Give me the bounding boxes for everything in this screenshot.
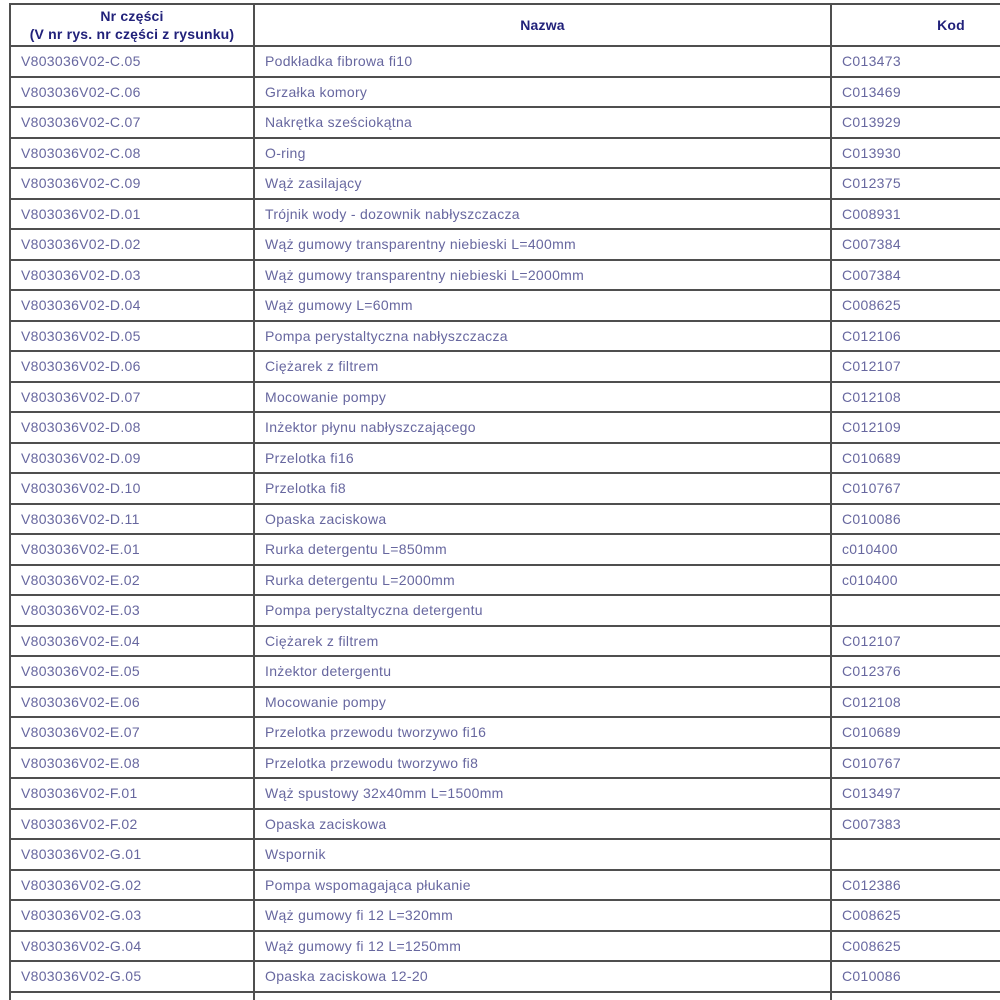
col-header-part-number bbox=[10, 4, 254, 46]
name-cell: Przelotka przewodu tworzywo fi8 bbox=[254, 748, 831, 779]
code-cell: C010689 bbox=[831, 443, 1000, 474]
table-row bbox=[10, 473, 1000, 504]
part-number-cell: V803036V02-D.08 bbox=[10, 412, 254, 443]
table-row bbox=[10, 626, 1000, 657]
name-cell: Ciężarek z filtrem bbox=[254, 351, 831, 382]
table-row bbox=[10, 778, 1000, 809]
part-number-cell: V803036V02-E.07 bbox=[10, 717, 254, 748]
table-row bbox=[10, 77, 1000, 108]
code-cell bbox=[831, 595, 1000, 626]
part-number-cell: V803036V02-G.03 bbox=[10, 900, 254, 931]
code-cell: C008625 bbox=[831, 290, 1000, 321]
table-row bbox=[10, 870, 1000, 901]
table-row bbox=[10, 321, 1000, 352]
name-cell: Wąż spustowy 32x40mm L=1500mm bbox=[254, 778, 831, 809]
part-number-cell: V803036V02-E.04 bbox=[10, 626, 254, 657]
name-cell: Przelotka fi16 bbox=[254, 443, 831, 474]
name-cell: Wąż gumowy L=60mm bbox=[254, 290, 831, 321]
name-cell: Rurka detergentu L=850mm bbox=[254, 534, 831, 565]
table-row bbox=[10, 351, 1000, 382]
part-number-cell: V803036V02-E.01 bbox=[10, 534, 254, 565]
name-cell: Wspornik bbox=[254, 839, 831, 870]
name-cell: Mocowanie pompy bbox=[254, 382, 831, 413]
name-cell: Grzałka komory bbox=[254, 77, 831, 108]
parts-table bbox=[9, 3, 1000, 1000]
code-cell: C007384 bbox=[831, 229, 1000, 260]
code-cell: C012376 bbox=[831, 656, 1000, 687]
part-number-cell: V803036V02-C.08 bbox=[10, 138, 254, 169]
code-cell bbox=[831, 839, 1000, 870]
code-cell: C008625 bbox=[831, 900, 1000, 931]
table-row bbox=[10, 107, 1000, 138]
code-cell bbox=[831, 992, 1000, 1000]
name-cell bbox=[254, 992, 831, 1000]
part-number-cell: V803036V02-G.02 bbox=[10, 870, 254, 901]
name-cell: Trójnik wody - dozownik nabłyszczacza bbox=[254, 199, 831, 230]
col-header-part-number-subtitle: (V nr rys. nr części z rysunku) bbox=[29, 26, 235, 42]
table-row bbox=[10, 748, 1000, 779]
part-number-cell: V803036V02-C.05 bbox=[10, 46, 254, 77]
name-cell: O-ring bbox=[254, 138, 831, 169]
code-cell: C008931 bbox=[831, 199, 1000, 230]
part-number-cell: V803036V02-G.01 bbox=[10, 839, 254, 870]
table-row bbox=[10, 595, 1000, 626]
code-cell: C010767 bbox=[831, 473, 1000, 504]
code-cell: C012109 bbox=[831, 412, 1000, 443]
table-row bbox=[10, 443, 1000, 474]
name-cell: Inżektor płynu nabłyszczającego bbox=[254, 412, 831, 443]
code-cell: C013497 bbox=[831, 778, 1000, 809]
table-header-row bbox=[10, 4, 1000, 46]
part-number-cell: V803036V02-E.03 bbox=[10, 595, 254, 626]
name-cell: Rurka detergentu L=2000mm bbox=[254, 565, 831, 596]
part-number-cell: V803036V02-D.02 bbox=[10, 229, 254, 260]
code-cell: C010086 bbox=[831, 504, 1000, 535]
code-cell: C012375 bbox=[831, 168, 1000, 199]
code-cell: C012106 bbox=[831, 321, 1000, 352]
code-cell: C012108 bbox=[831, 382, 1000, 413]
table-row bbox=[10, 504, 1000, 535]
part-number-cell: V803036V02-C.06 bbox=[10, 77, 254, 108]
code-cell: c010400 bbox=[831, 565, 1000, 596]
code-cell: C013473 bbox=[831, 46, 1000, 77]
part-number-cell: V803036V02-D.03 bbox=[10, 260, 254, 291]
code-cell: C010086 bbox=[831, 961, 1000, 992]
part-number-cell: V803036V02-G.04 bbox=[10, 931, 254, 962]
part-number-cell: V803036V02-D.07 bbox=[10, 382, 254, 413]
table-row bbox=[10, 900, 1000, 931]
name-cell: Opaska zaciskowa 12-20 bbox=[254, 961, 831, 992]
part-number-cell: V803036V02-D.10 bbox=[10, 473, 254, 504]
name-cell: Wąż zasilający bbox=[254, 168, 831, 199]
part-number-cell: V803036V02-D.04 bbox=[10, 290, 254, 321]
part-number-cell: V803036V02-E.06 bbox=[10, 687, 254, 718]
col-header-name: Nazwa bbox=[254, 4, 831, 46]
part-number-cell: V803036V02-C.09 bbox=[10, 168, 254, 199]
name-cell: Przelotka fi8 bbox=[254, 473, 831, 504]
code-cell: C012386 bbox=[831, 870, 1000, 901]
table-row bbox=[10, 717, 1000, 748]
name-cell: Przelotka przewodu tworzywo fi16 bbox=[254, 717, 831, 748]
table-row bbox=[10, 46, 1000, 77]
table-row bbox=[10, 168, 1000, 199]
part-number-cell: V803036V02-D.11 bbox=[10, 504, 254, 535]
table-row bbox=[10, 687, 1000, 718]
part-number-cell: V803036V02-D.01 bbox=[10, 199, 254, 230]
code-cell: C012107 bbox=[831, 626, 1000, 657]
table-row bbox=[10, 382, 1000, 413]
code-cell: C012107 bbox=[831, 351, 1000, 382]
table-row bbox=[10, 290, 1000, 321]
code-cell: C013930 bbox=[831, 138, 1000, 169]
code-cell: C007384 bbox=[831, 260, 1000, 291]
code-cell: C013469 bbox=[831, 77, 1000, 108]
name-cell: Mocowanie pompy bbox=[254, 687, 831, 718]
name-cell: Opaska zaciskowa bbox=[254, 504, 831, 535]
part-number-cell: V803036V02-G.05 bbox=[10, 961, 254, 992]
name-cell: Pompa perystaltyczna detergentu bbox=[254, 595, 831, 626]
code-cell: C010767 bbox=[831, 748, 1000, 779]
part-number-cell: V803036V02-C.07 bbox=[10, 107, 254, 138]
name-cell: Opaska zaciskowa bbox=[254, 809, 831, 840]
part-number-cell: V803036V02-E.02 bbox=[10, 565, 254, 596]
table-row bbox=[10, 809, 1000, 840]
table-row bbox=[10, 412, 1000, 443]
table-row bbox=[10, 992, 1000, 1000]
table-row bbox=[10, 961, 1000, 992]
part-number-cell: V803036V02-F.02 bbox=[10, 809, 254, 840]
name-cell: Podkładka fibrowa fi10 bbox=[254, 46, 831, 77]
code-cell: c010400 bbox=[831, 534, 1000, 565]
part-number-cell: V803036V02-D.05 bbox=[10, 321, 254, 352]
table-row bbox=[10, 260, 1000, 291]
code-cell: C012108 bbox=[831, 687, 1000, 718]
name-cell: Nakrętka sześciokątna bbox=[254, 107, 831, 138]
code-cell: C013929 bbox=[831, 107, 1000, 138]
name-cell: Wąż gumowy fi 12 L=320mm bbox=[254, 900, 831, 931]
name-cell: Ciężarek z filtrem bbox=[254, 626, 831, 657]
code-cell: C010689 bbox=[831, 717, 1000, 748]
part-number-cell: V803036V02-D.09 bbox=[10, 443, 254, 474]
code-cell: C008625 bbox=[831, 931, 1000, 962]
name-cell: Wąż gumowy fi 12 L=1250mm bbox=[254, 931, 831, 962]
code-cell: C007383 bbox=[831, 809, 1000, 840]
name-cell: Inżektor detergentu bbox=[254, 656, 831, 687]
part-number-cell: V803036V02-F.01 bbox=[10, 778, 254, 809]
table-row bbox=[10, 199, 1000, 230]
table-row bbox=[10, 656, 1000, 687]
table-row bbox=[10, 229, 1000, 260]
part-number-cell: V803036V02-E.05 bbox=[10, 656, 254, 687]
part-number-cell: V803036V02-D.06 bbox=[10, 351, 254, 382]
name-cell: Pompa wspomagająca płukanie bbox=[254, 870, 831, 901]
table-row bbox=[10, 565, 1000, 596]
table-row bbox=[10, 931, 1000, 962]
name-cell: Pompa perystaltyczna nabłyszczacza bbox=[254, 321, 831, 352]
table-row bbox=[10, 534, 1000, 565]
part-number-cell bbox=[10, 992, 254, 1000]
table-row bbox=[10, 138, 1000, 169]
col-header-part-number-title: Nr części bbox=[100, 8, 164, 24]
name-cell: Wąż gumowy transparentny niebieski L=400mm bbox=[254, 229, 831, 260]
part-number-cell: V803036V02-E.08 bbox=[10, 748, 254, 779]
table-row bbox=[10, 839, 1000, 870]
name-cell: Wąż gumowy transparentny niebieski L=2000mm bbox=[254, 260, 831, 291]
col-header-code: Kod bbox=[831, 4, 1000, 46]
